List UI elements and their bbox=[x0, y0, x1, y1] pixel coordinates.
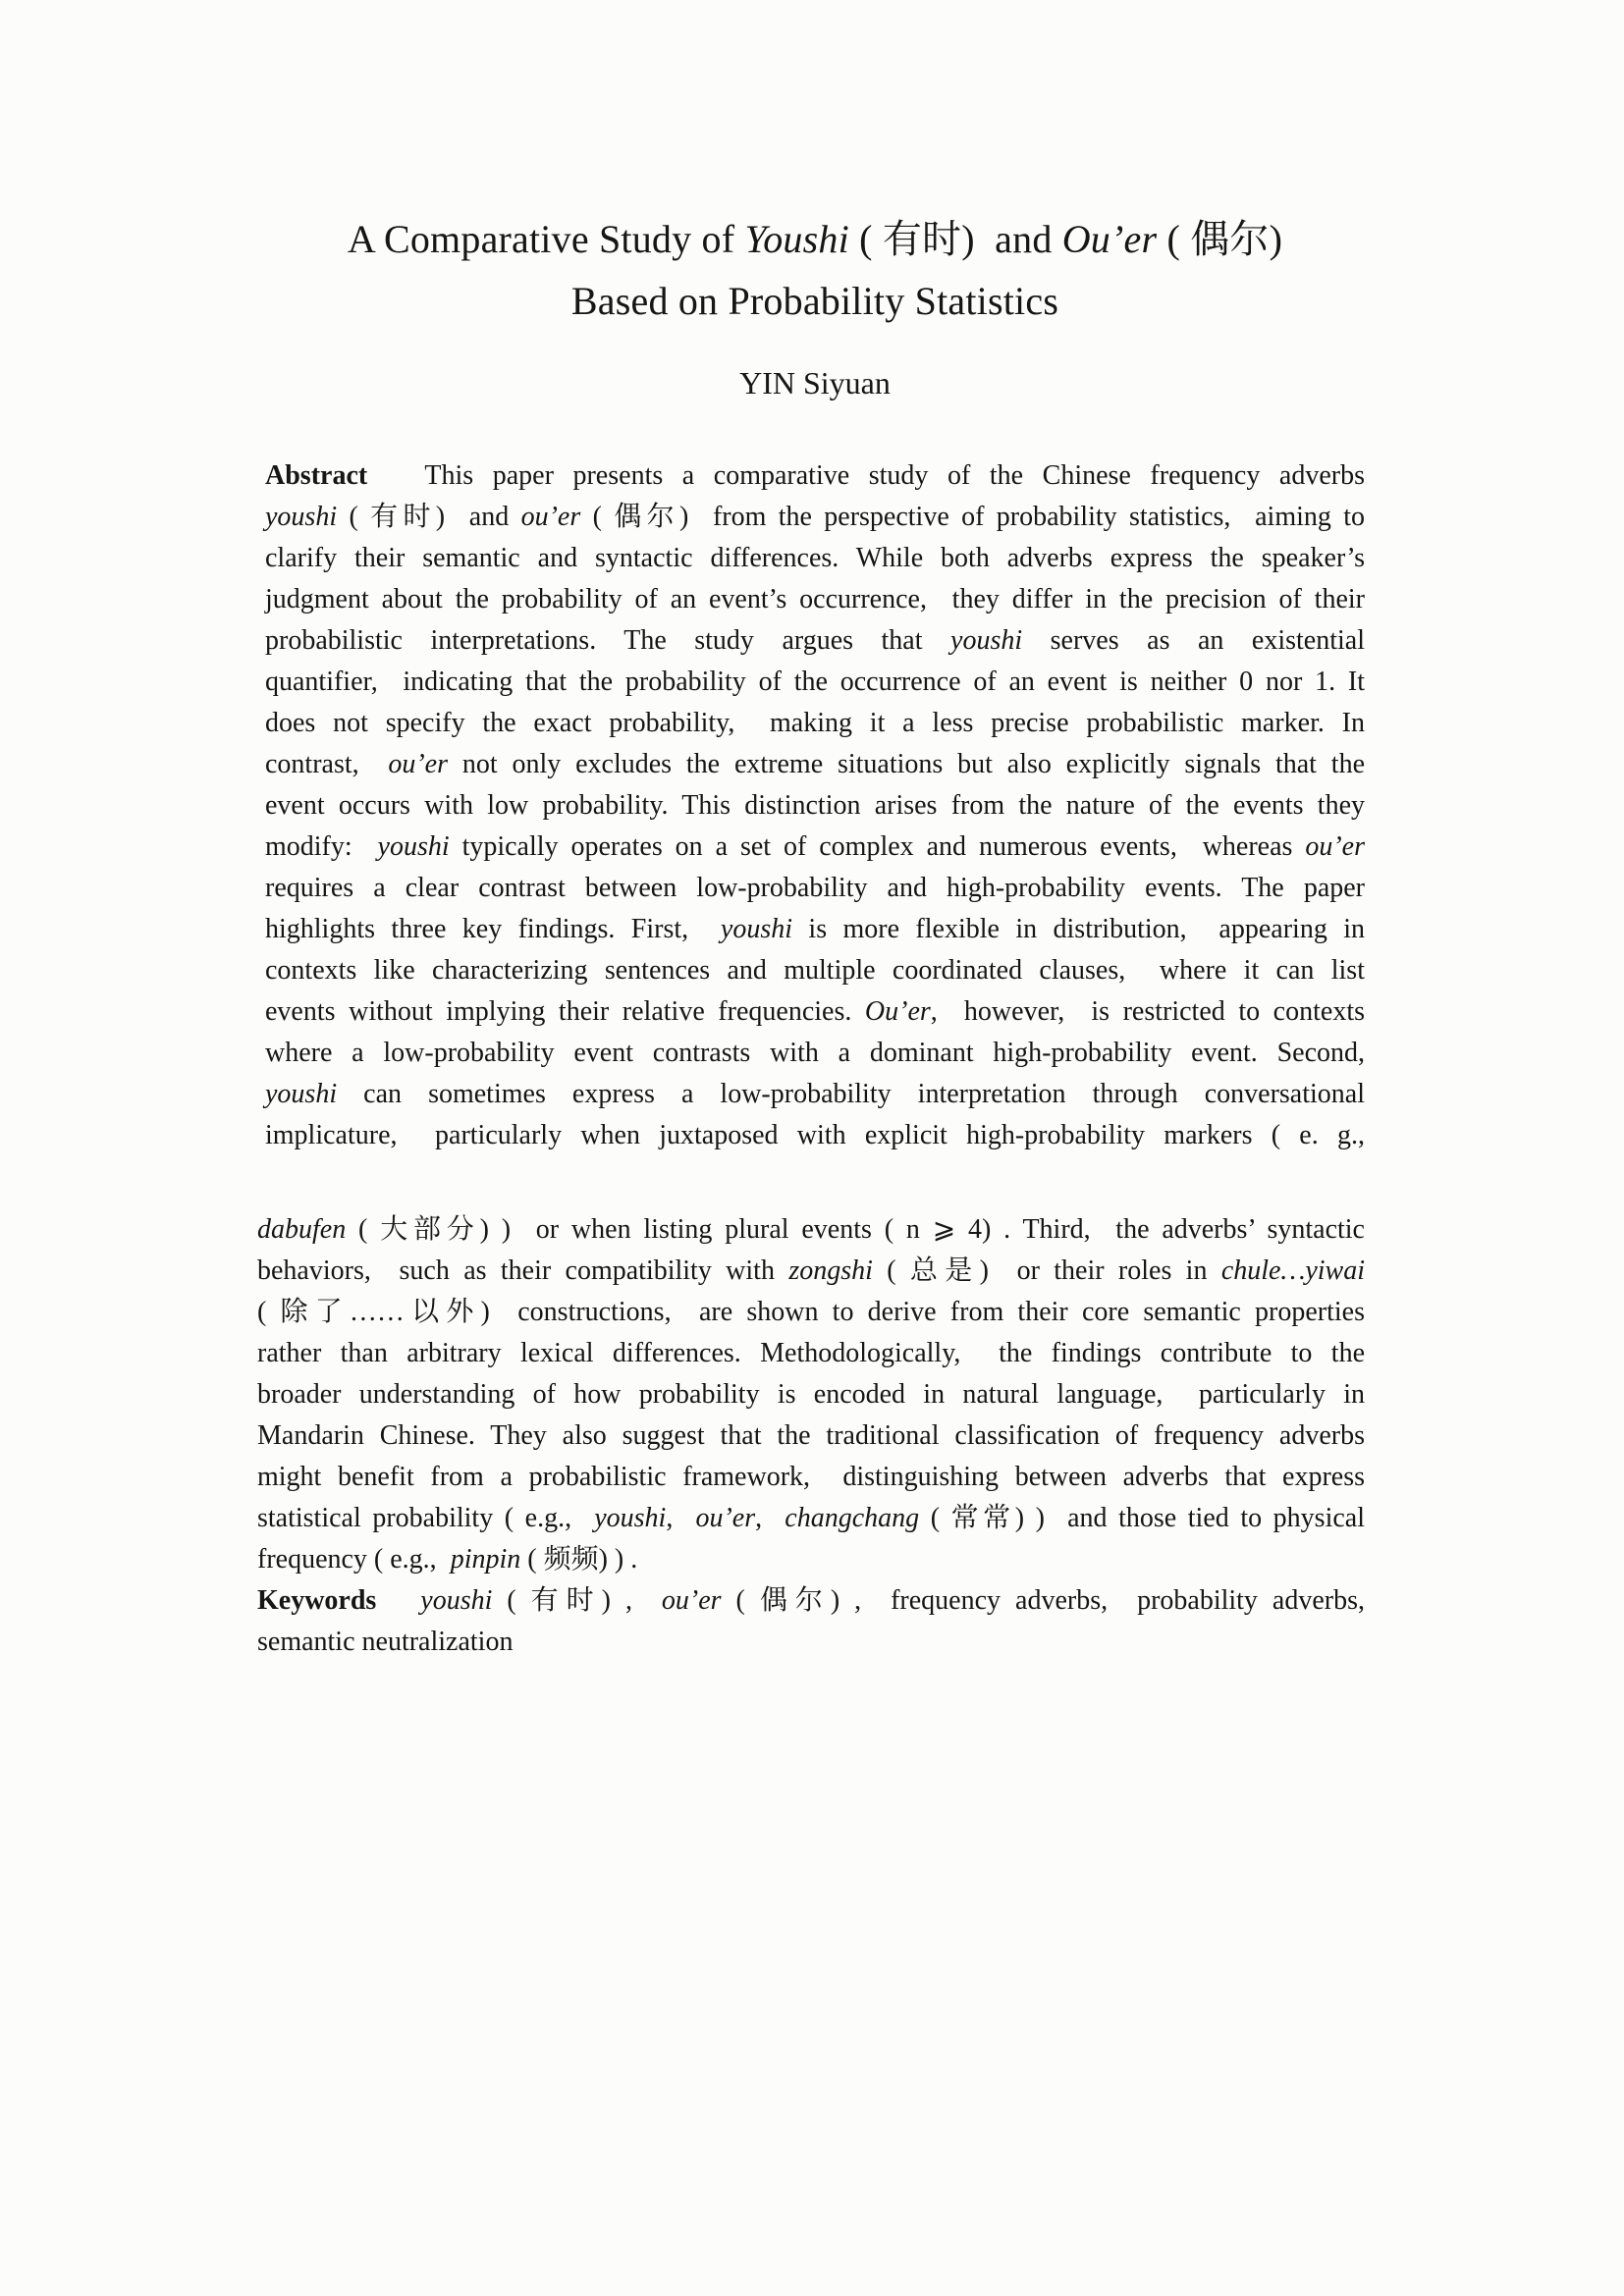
text-line bbox=[265, 1033, 1365, 1074]
text-segment: is more flexible in distribution, appearing in bbox=[792, 914, 1365, 944]
text-line bbox=[257, 1539, 1365, 1580]
italic-term: ou’er bbox=[520, 502, 581, 532]
text-segment: ( 有时) and bbox=[337, 502, 521, 532]
text-segment: serves as an existential bbox=[1022, 625, 1365, 656]
text-segment bbox=[376, 1585, 420, 1616]
text-line bbox=[265, 620, 1365, 662]
text-line bbox=[265, 579, 1365, 620]
italic-term: pinpin bbox=[450, 1544, 521, 1575]
text-line bbox=[265, 662, 1365, 703]
text-segment: statistical probability ( e.g., bbox=[257, 1503, 595, 1533]
paper-title bbox=[265, 208, 1365, 332]
text-segment: not only excludes the extreme situations but also explicitly signals that the bbox=[448, 749, 1366, 779]
text-line bbox=[265, 909, 1365, 950]
italic-term: chule…yiwai bbox=[1220, 1255, 1366, 1286]
text-segment: does not specify the exact probability, making it a less precise probabilistic marker. In bbox=[265, 708, 1365, 738]
paper-title-line-2 bbox=[265, 270, 1365, 332]
text-line bbox=[265, 991, 1365, 1033]
text-segment: requires a clear contrast between low-probability and high-probability events. The paper bbox=[265, 873, 1365, 903]
text-segment: frequency ( e.g., bbox=[257, 1544, 451, 1575]
text-line bbox=[257, 1457, 1365, 1498]
text-segment: implicature, particularly when juxtaposed with explicit high-probability markers ( e. g., bbox=[265, 1120, 1365, 1150]
text-line bbox=[257, 1415, 1365, 1457]
text-segment: Based on Probability Statistics bbox=[570, 279, 1059, 323]
text-segment: highlights three key findings. First, bbox=[265, 914, 721, 944]
italic-term: ou’er bbox=[695, 1503, 756, 1533]
paper-title-line-1 bbox=[265, 208, 1365, 270]
text-line bbox=[265, 744, 1365, 785]
text-segment: This paper presents a comparative study of the Chinese frequency adverbs bbox=[367, 460, 1365, 491]
text-segment: contrast, bbox=[265, 749, 389, 779]
italic-term: changchang bbox=[785, 1503, 920, 1533]
text-segment: can sometimes express a low-probability interpretation through conversational bbox=[337, 1079, 1365, 1109]
text-segment: semantic neutralization bbox=[257, 1627, 514, 1657]
text-line bbox=[257, 1292, 1365, 1333]
text-segment: ( 常常) ) and those tied to physical bbox=[919, 1503, 1365, 1533]
text-segment: judgment about the probability of an event’s occurrence, they differ in the precision of their bbox=[265, 584, 1365, 614]
italic-term: dabufen bbox=[257, 1214, 347, 1245]
text-segment: , bbox=[666, 1503, 696, 1533]
italic-term: youshi bbox=[594, 1503, 667, 1533]
bold-text: Abstract bbox=[265, 460, 368, 491]
italic-term: youshi bbox=[377, 831, 450, 862]
italic-term: youshi bbox=[420, 1585, 493, 1616]
italic-term: Ou’er bbox=[1061, 217, 1158, 261]
text-segment: clarify their semantic and syntactic differences. While both adverbs express the speaker’s bbox=[265, 543, 1365, 573]
text-line bbox=[257, 1580, 1365, 1622]
text-segment: broader understanding of how probability is encoded in natural language, particularly in bbox=[257, 1379, 1365, 1410]
italic-term: youshi bbox=[720, 914, 793, 944]
text-segment: ( 偶尔) , frequency adverbs, probability adverbs, bbox=[721, 1585, 1365, 1616]
text-segment: contexts like characterizing sentences and multiple coordinated clauses, where it can list bbox=[265, 955, 1365, 986]
italic-term: zongshi bbox=[788, 1255, 873, 1286]
text-line bbox=[265, 785, 1365, 827]
text-segment: events without implying their relative frequencies. bbox=[265, 996, 865, 1027]
abstract-part-1 bbox=[265, 455, 1365, 1156]
text-line bbox=[257, 1374, 1365, 1415]
italic-term: Ou’er bbox=[864, 996, 931, 1027]
text-line bbox=[265, 1115, 1365, 1156]
italic-term: youshi bbox=[950, 625, 1023, 656]
text-segment: ( 总是) or their roles in bbox=[872, 1255, 1221, 1286]
text-segment: typically operates on a set of complex and numerous events, whereas bbox=[449, 831, 1306, 862]
text-line bbox=[265, 950, 1365, 991]
text-segment: ( 偶尔) bbox=[1157, 217, 1283, 261]
text-line bbox=[265, 827, 1365, 868]
italic-term: ou’er bbox=[1305, 831, 1365, 862]
bold-text: Keywords bbox=[257, 1585, 377, 1616]
italic-term: ou’er bbox=[661, 1585, 722, 1616]
text-line bbox=[265, 455, 1365, 497]
text-line bbox=[265, 868, 1365, 909]
text-line bbox=[257, 1333, 1365, 1374]
text-line bbox=[257, 1498, 1365, 1539]
text-segment: modify: bbox=[265, 831, 378, 862]
text-segment: ( 频频) ) . bbox=[520, 1544, 638, 1575]
text-line bbox=[257, 1622, 1365, 1663]
text-line bbox=[265, 538, 1365, 579]
text-segment: ( 偶尔) from the perspective of probability statistics, aiming to bbox=[580, 502, 1365, 532]
text-segment: , bbox=[755, 1503, 785, 1533]
italic-term: ou’er bbox=[388, 749, 448, 779]
text-segment: ( 有时) and bbox=[848, 217, 1062, 261]
text-segment: A Comparative Study of bbox=[347, 217, 745, 261]
text-line bbox=[265, 497, 1365, 538]
text-segment: , however, is restricted to contexts bbox=[930, 996, 1365, 1027]
text-segment: probabilistic interpretations. The study argues that bbox=[265, 625, 951, 656]
text-segment: ( 除了……以外) constructions, are shown to derive from their core semantic properties bbox=[257, 1297, 1365, 1327]
text-segment: where a low-probability event contrasts with a dominant high-probability event. Second, bbox=[265, 1038, 1365, 1068]
text-segment: might benefit from a probabilistic framework, distinguishing between adverbs that express bbox=[257, 1462, 1365, 1492]
text-segment: Mandarin Chinese. They also suggest that the traditional classification of frequency adverbs bbox=[257, 1420, 1365, 1451]
text-line bbox=[265, 703, 1365, 744]
text-segment: event occurs with low probability. This distinction arises from the nature of the events they bbox=[265, 790, 1365, 821]
text-segment: rather than arbitrary lexical differences. Methodologically, the findings contribute to the bbox=[257, 1338, 1365, 1368]
text-segment: quantifier, indicating that the probability of the occurrence of an event is neither 0 nor 1. It bbox=[265, 667, 1365, 697]
abstract-part-2-and-keywords bbox=[257, 1209, 1365, 1663]
text-segment: ( 有时) , bbox=[492, 1585, 662, 1616]
text-line bbox=[257, 1251, 1365, 1292]
italic-term: Youshi bbox=[744, 217, 849, 261]
text-segment: behaviors, such as their compatibility with bbox=[257, 1255, 789, 1286]
text-segment: ( 大部分) ) or when listing plural events ( n ⩾ 4) . Third, the adverbs’ syntactic bbox=[346, 1214, 1365, 1245]
text-line bbox=[265, 1074, 1365, 1115]
text-line bbox=[257, 1209, 1365, 1251]
italic-term: youshi bbox=[265, 502, 338, 532]
author-name: YIN Siyuan bbox=[739, 365, 891, 400]
italic-term: youshi bbox=[265, 1079, 338, 1109]
